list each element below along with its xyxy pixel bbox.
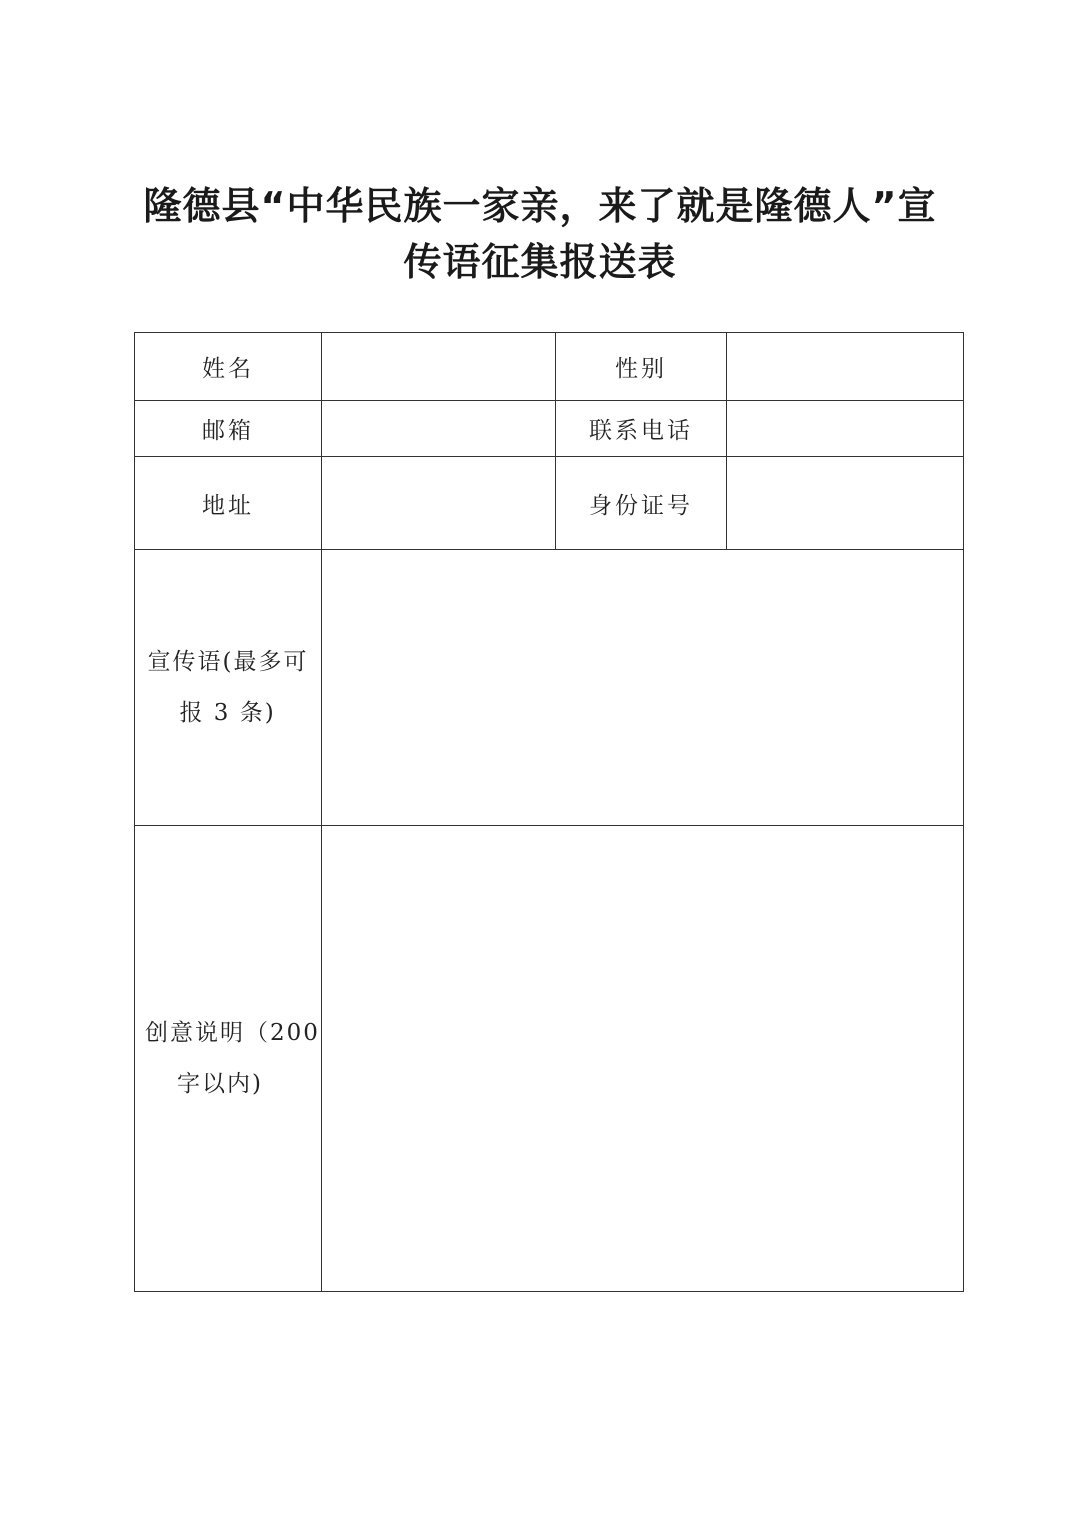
slogan-label-cell (135, 550, 322, 826)
slogan-label-line-2: 报 3 条) (179, 699, 276, 726)
title-line-2: 传语征集报送表 (403, 240, 677, 284)
title-line-1: 隆德县“中华民族一家亲，来了就是隆德人”宣 (143, 184, 937, 228)
form-row-name-gender (135, 333, 964, 401)
explanation-label-cell (135, 826, 322, 1292)
slogan-label (138, 637, 319, 739)
explanation-field[interactable] (322, 826, 964, 1292)
phone-label: 联系电话 (556, 401, 727, 457)
explanation-label (135, 1008, 330, 1110)
phone-field[interactable] (727, 401, 964, 457)
submission-form-table (134, 332, 964, 1292)
document-title (0, 178, 1080, 290)
address-label: 地址 (135, 457, 322, 550)
form-row-address-id (135, 457, 964, 550)
email-field[interactable] (322, 401, 556, 457)
explanation-label-line-1: 创意说明（200 (145, 1019, 320, 1046)
gender-label: 性别 (556, 333, 727, 401)
form-row-slogan (135, 550, 964, 826)
slogan-label-line-1: 宣传语(最多可 (147, 648, 309, 675)
id-number-label: 身份证号 (556, 457, 727, 550)
form-row-explanation (135, 826, 964, 1292)
name-label: 姓名 (135, 333, 322, 401)
email-label: 邮箱 (135, 401, 322, 457)
explanation-label-line-2: 字以内) (177, 1070, 263, 1097)
id-number-field[interactable] (727, 457, 964, 550)
address-field[interactable] (322, 457, 556, 550)
form-row-email-phone (135, 401, 964, 457)
name-field[interactable] (322, 333, 556, 401)
gender-field[interactable] (727, 333, 964, 401)
slogan-field[interactable] (322, 550, 964, 826)
